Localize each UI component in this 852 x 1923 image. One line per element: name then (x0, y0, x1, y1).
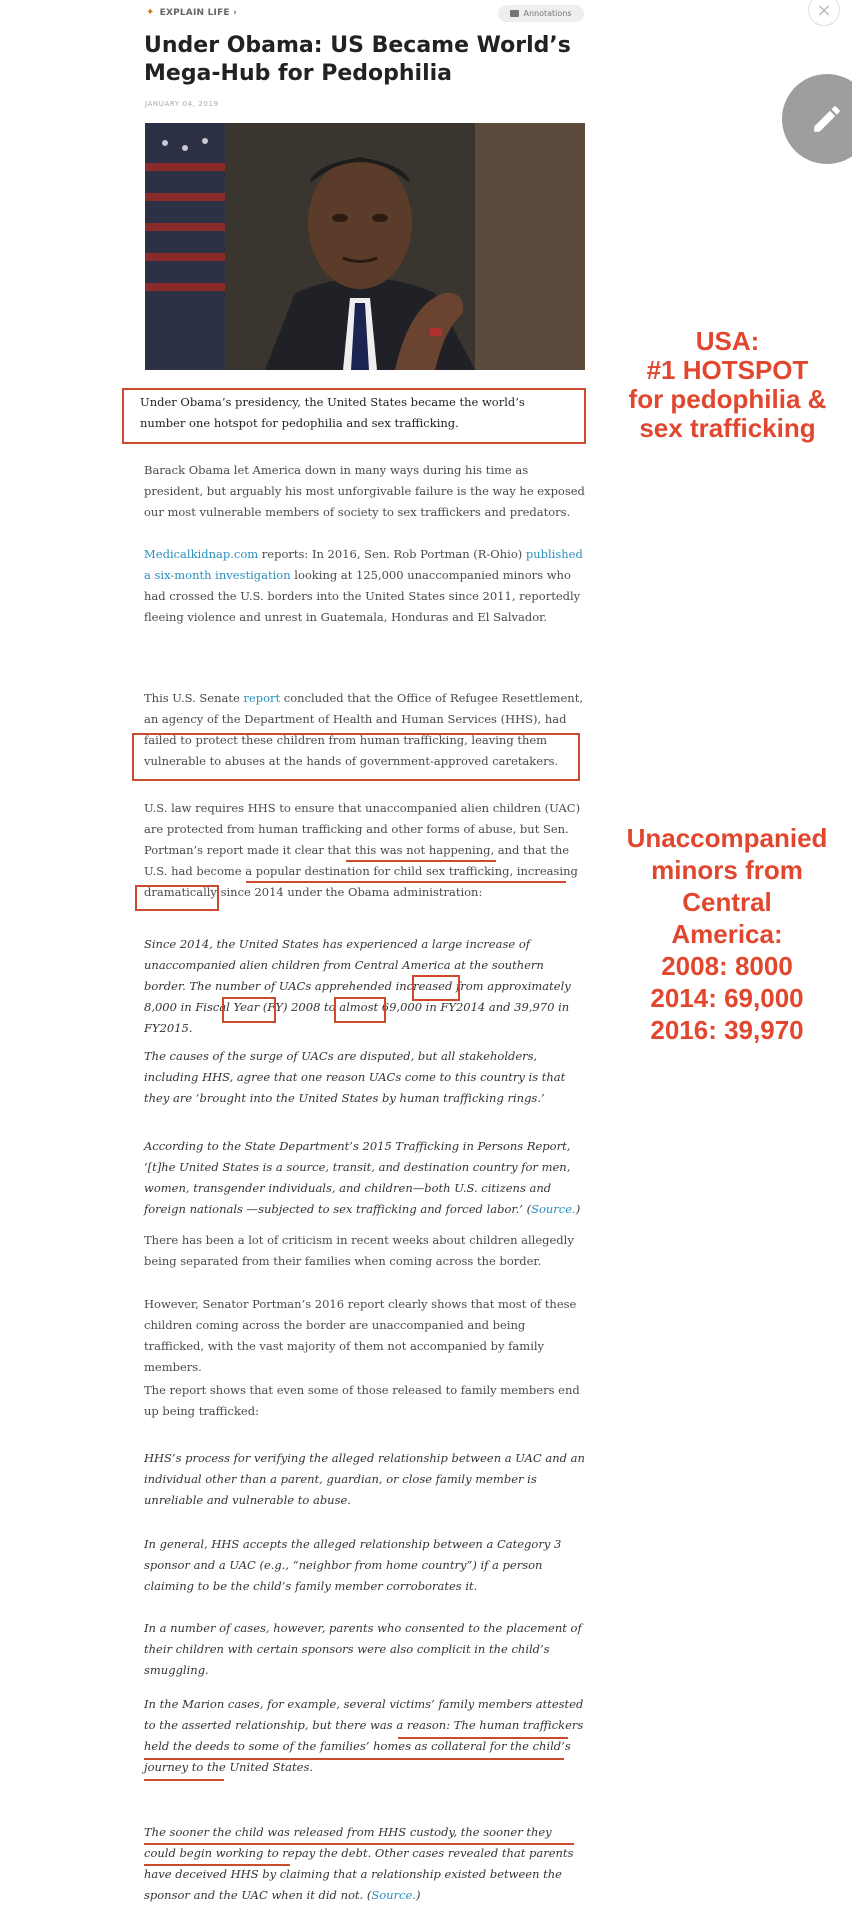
quote-text: The sooner the child was released from HHS custody, the sooner they could begin working to repay the debt. Other cases revealed that parents have deceived HHS by claiming that a relationship existed between the sponsor and the UAC when it did not. ( (144, 1825, 574, 1902)
photo-illustration (145, 123, 585, 370)
highlight-underline (144, 1779, 224, 1781)
lede-paragraph: Under Obama’s presidency, the United States became the world’s number one hotspot for pedophilia and sex trafficking. (140, 395, 525, 430)
annotation-line: Central (682, 887, 772, 917)
investigation-link[interactable]: published a six-month investigation (144, 547, 583, 582)
annotations-button[interactable] (498, 5, 584, 22)
annotation-line: Unaccompanied (626, 823, 828, 853)
quote-paragraph: In a number of cases, however, parents who consented to the placement of their children with certain sponsors were also complicit in the child’s smuggling. (144, 1621, 582, 1677)
medicalkidnap-link[interactable]: Medicalkidnap.com (144, 547, 259, 561)
comment-icon (510, 10, 519, 17)
highlight-underline (144, 1843, 574, 1845)
quote-paragraph (144, 1136, 586, 1220)
paragraph: Barack Obama let America down in many ways during his time as president, but arguably his most unforgivable failure is the way he exposed our most vulnerable members of society to sex traffickers and predators. (144, 463, 585, 519)
top-bar (0, 0, 852, 30)
article-photo (145, 123, 585, 370)
paragraph-text: This U.S. Senate (144, 691, 244, 705)
highlight-underline (346, 860, 496, 862)
annotation-hotspot (610, 327, 845, 443)
annotation-line: 2016: 39,970 (650, 1015, 804, 1045)
quote-text: ) (415, 1888, 421, 1902)
paragraph: The report shows that even some of those released to family members end up being trafficked: (144, 1383, 580, 1418)
quote-text: According to the State Department’s 2015 Trafficking in Persons Report, ‘[t]he United States is a source, transit, and destination country for men, women, transgender individuals, and children—both U.S. citizens and foreign nationals —subjected to sex trafficking and forced labor.’ ( (144, 1139, 571, 1216)
paragraph (144, 544, 586, 628)
highlight-box (222, 997, 276, 1023)
annotations-label: Annotations (523, 9, 572, 18)
source-link[interactable]: Source. (531, 1202, 576, 1216)
annotation-line: USA: (695, 326, 760, 356)
highlight-box (334, 997, 386, 1023)
annotation-line: for pedophilia & (628, 384, 827, 414)
highlight-box (132, 733, 580, 781)
quote-paragraph: In the Marion cases, for example, several victims’ family members attested to the asserted relationship, but there was a reason: The human traffickers held the deeds to some of the families’ homes as collateral for the child’s journey to the United States. (144, 1697, 584, 1774)
paragraph-text: reports: In 2016, Sen. Rob Portman (R-Ohio) (258, 547, 526, 561)
paragraph: However, Senator Portman’s 2016 report clearly shows that most of these children coming across the border are unaccompanied and being trafficked, with the vast majority of them not accompanied by family members. (144, 1297, 577, 1374)
close-icon: × (816, 0, 832, 21)
edit-button[interactable] (782, 74, 852, 164)
highlight-box (122, 388, 586, 444)
quote-paragraph: HHS’s process for verifying the alleged relationship between a UAC and an individual other than a parent, guardian, or close family member is unreliable and vulnerable to abuse. (144, 1451, 585, 1507)
highlight-underline (398, 1737, 568, 1739)
breadcrumb[interactable] (146, 7, 237, 18)
highlight-underline (144, 1864, 290, 1866)
quote-paragraph: The causes of the surge of UACs are disputed, but all stakeholders, including HHS, agree that one reason UACs come to this country is that they are ‘brought into the United States by human trafficking rings.’ (144, 1049, 566, 1105)
pin-icon: ✦ (146, 7, 155, 18)
article-title: Under Obama: US Became World’s Mega-Hub for Pedophilia (144, 33, 571, 86)
annotation-line: America: (671, 919, 783, 949)
paragraph: U.S. law requires HHS to ensure that unaccompanied alien children (UAC) are protected from human trafficking and other forms of abuse, but Sen. Portman’s report made it clear that this was not happening, and that the U.S. had become a popular destination for child sex trafficking, increasing dramatically since 2014 under the Obama administration: (144, 801, 581, 899)
paragraph: There has been a lot of criticism in recent weeks about children allegedly being separated from their families when coming across the border. (144, 1233, 574, 1268)
annotation-line: minors from (651, 855, 803, 885)
report-link[interactable]: report (243, 691, 281, 705)
highlight-underline (246, 881, 566, 883)
highlight-box (135, 885, 219, 911)
annotation-line: 2008: 8000 (661, 951, 793, 981)
close-button[interactable] (808, 0, 840, 26)
paragraph-text: looking at 125,000 unaccompanied minors who had crossed the U.S. borders into the United States since 2011, reportedly fleeing violence and unrest in Guatemala, Honduras and El Salvador. (144, 568, 581, 624)
source-link[interactable]: Source. (371, 1888, 416, 1902)
annotation-line: sex trafficking (639, 413, 816, 443)
paragraph-text: concluded that the Office of Refugee Resettlement, an agency of the Department of Health and Human Services (HHS), had failed to protect these children from human trafficking, leaving them vulnerable to abuses at the hands of government-approved caretakers. (144, 691, 583, 768)
pencil-icon (810, 102, 844, 136)
annotation-line: #1 HOTSPOT (646, 355, 809, 385)
highlight-box (412, 975, 460, 1001)
annotation-minors (607, 822, 847, 1046)
quote-paragraph: Since 2014, the United States has experienced a large increase of unaccompanied alien children from Central America at the southern border. The number of UACs apprehended increased from approximately 8,000 in Fiscal Year (FY) 2008 to almost 69,000 in FY2014 and 39,970 in FY2015. (144, 937, 571, 1035)
annotation-line: 2014: 69,000 (650, 983, 804, 1013)
breadcrumb-label[interactable]: EXPLAIN LIFE › (159, 8, 238, 18)
quote-paragraph: In general, HHS accepts the alleged relationship between a Category 3 sponsor and a UAC (e.g., “neighbor from home country”) if a person claiming to be the child’s family member corroborates it. (144, 1537, 562, 1593)
quote-text: ) (575, 1202, 581, 1216)
highlight-underline (144, 1758, 564, 1760)
article-date: JANUARY 04, 2019 (145, 100, 219, 108)
